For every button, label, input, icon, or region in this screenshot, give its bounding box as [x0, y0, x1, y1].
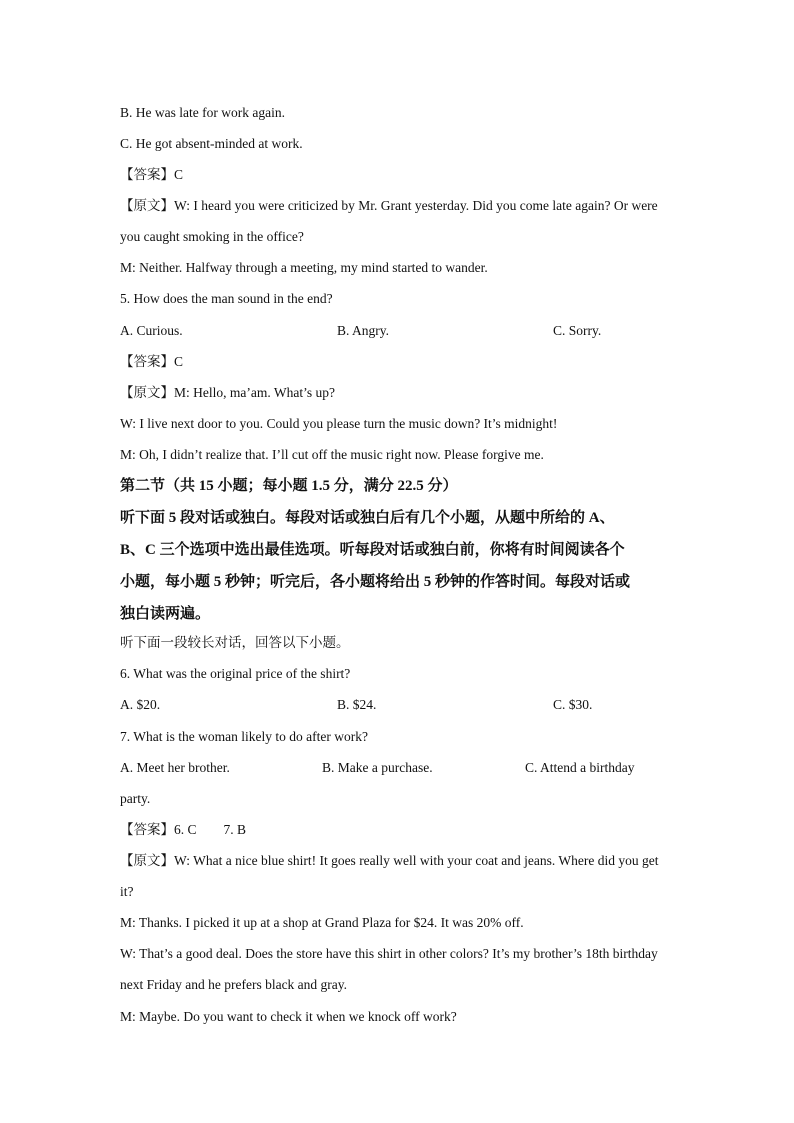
section-title: 第二节（共 15 小题；每小题 1.5 分，满分 22.5 分）: [120, 478, 458, 494]
dialog-transcript-line: it?: [120, 884, 134, 899]
q5-answer: 【答案】C: [120, 354, 184, 369]
section-instructions-line: 独白读两遍。: [120, 606, 211, 622]
q4-transcript-line: you caught smoking in the office?: [120, 229, 304, 244]
q7-option-a: A. Meet her brother.: [120, 760, 230, 775]
q6-option-c: C. $30.: [553, 697, 593, 712]
q5-option-b: B. Angry.: [337, 323, 390, 338]
q4-transcript-line: 【原文】W: I heard you were criticized by Mr. Grant yesterday. Did you come late again? Or were: [120, 198, 658, 213]
dialog-transcript-line: W: That’s a good deal. Does the store have this shirt in other colors? It’s my brother’s 18th birthday: [120, 946, 658, 961]
q6-option-a: A. $20.: [120, 697, 161, 712]
q4-answer: 【答案】C: [120, 167, 184, 182]
q5-transcript-line: 【原文】M: Hello, ma’am. What’s up?: [120, 385, 335, 400]
dialog-transcript-line: 【原文】W: What a nice blue shirt! It goes really well with your coat and jeans. Where did you get: [120, 853, 659, 868]
section-instructions-line: B、C 三个选项中选出最佳选项。听每段对话或独白前，你将有时间阅读各个: [120, 542, 625, 558]
q4-option-b: B. He was late for work again.: [120, 105, 285, 120]
q5-option-a: A. Curious.: [120, 323, 183, 338]
q5-transcript-line: M: Oh, I didn’t realize that. I’ll cut off the music right now. Please forgive me.: [120, 447, 544, 462]
q7-question: 7. What is the woman likely to do after work?: [120, 729, 368, 744]
q6-option-b: B. $24.: [337, 697, 377, 712]
q4-transcript-line: M: Neither. Halfway through a meeting, my mind started to wander.: [120, 260, 488, 275]
q4-option-c: C. He got absent-minded at work.: [120, 136, 303, 151]
section-instructions-line: 小题，每小题 5 秒钟；听完后，各小题将给出 5 秒钟的作答时间。每段对话或: [120, 574, 631, 590]
q6-q7-answer: 【答案】6. C 7. B: [120, 822, 247, 837]
q5-transcript-line: W: I live next door to you. Could you please turn the music down? It’s midnight!: [120, 416, 558, 431]
dialog-transcript-line: M: Maybe. Do you want to check it when we knock off work?: [120, 1009, 457, 1024]
q7-option-c-continued: party.: [120, 791, 151, 806]
q7-option-b: B. Make a purchase.: [322, 760, 433, 775]
q6-question: 6. What was the original price of the shirt?: [120, 666, 351, 681]
q7-option-c: C. Attend a birthday: [525, 760, 635, 775]
q5-option-c: C. Sorry.: [553, 323, 602, 338]
dialog-transcript-line: M: Thanks. I picked it up at a shop at Grand Plaza for $24. It was 20% off.: [120, 915, 524, 930]
q5-question: 5. How does the man sound in the end?: [120, 291, 333, 306]
dialog-intro: 听下面一段较长对话，回答以下小题。: [120, 635, 350, 650]
dialog-transcript-line: next Friday and he prefers black and gray.: [120, 977, 348, 992]
section-instructions-line: 听下面 5 段对话或独白。每段对话或独白后有几个小题，从题中所给的 A、: [120, 510, 615, 526]
